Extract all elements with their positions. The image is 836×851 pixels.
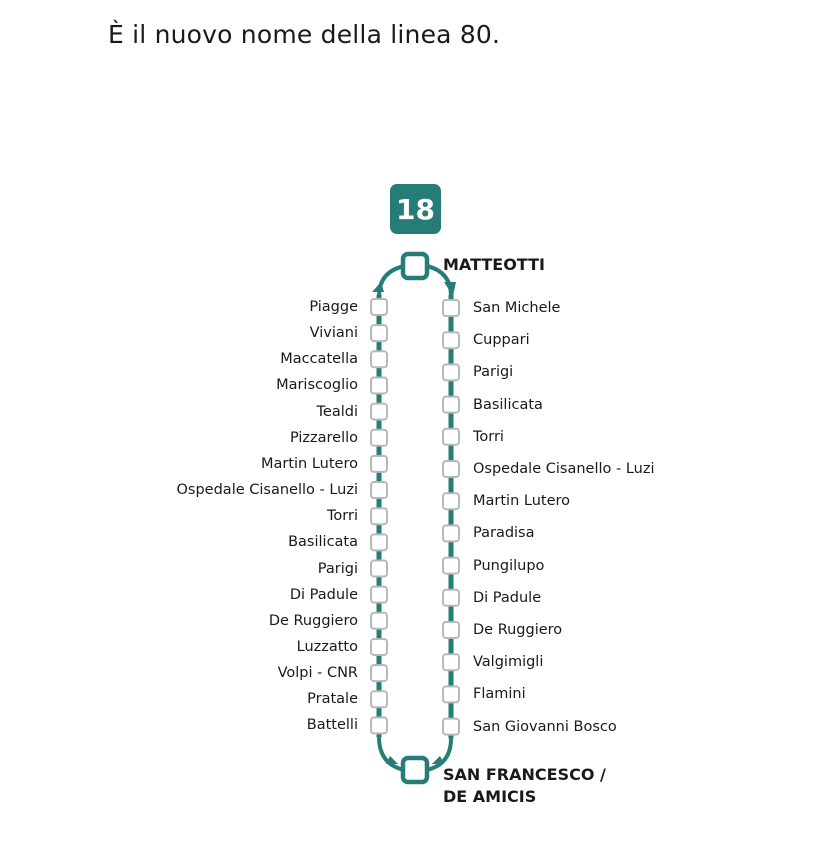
left-stop-label-2: Maccatella xyxy=(280,351,358,368)
right-stop-label-0: San Michele xyxy=(473,300,561,316)
left-stop-label-13: Luzzatto xyxy=(296,638,358,655)
left-stop-marker-3 xyxy=(371,377,387,393)
left-stop-label-7: Ospedale Cisanello - Luzi xyxy=(176,482,358,499)
terminal-top-marker xyxy=(403,254,427,278)
left-stop-marker-0 xyxy=(371,299,387,315)
headline: È il nuovo nome della linea 80. xyxy=(108,20,501,49)
left-stop-label-10: Parigi xyxy=(317,560,358,577)
left-stop-label-0: Piagge xyxy=(309,299,358,315)
right-stop-label-10: De Ruggiero xyxy=(473,622,563,638)
right-stop-label-4: Torri xyxy=(473,428,504,445)
left-stop-label-15: Pratale xyxy=(307,691,358,708)
left-stop-label-3: Mariscoglio xyxy=(276,377,358,394)
left-stop-marker-1 xyxy=(371,325,387,341)
right-stop-label-12: Flamini xyxy=(473,686,526,703)
right-stop-marker-4 xyxy=(443,429,459,445)
left-stop-marker-2 xyxy=(371,351,387,367)
left-stop-label-14: Volpi - CNR xyxy=(277,665,358,682)
left-stop-label-12: De Ruggiero xyxy=(268,612,358,629)
right-stop-marker-13 xyxy=(443,719,459,735)
route-stops xyxy=(371,254,459,782)
left-stop-marker-7 xyxy=(371,482,387,498)
right-stop-marker-1 xyxy=(443,332,459,348)
right-stop-marker-9 xyxy=(443,590,459,606)
left-stop-label-11: Di Padule xyxy=(289,586,358,603)
right-stop-label-8: Pungilupo xyxy=(473,557,545,574)
right-stop-marker-5 xyxy=(443,461,459,477)
left-stop-label-9: Basilicata xyxy=(288,534,358,551)
left-stop-marker-5 xyxy=(371,430,387,446)
right-stop-label-7: Paradisa xyxy=(473,525,535,542)
left-stop-marker-15 xyxy=(371,691,387,707)
right-stop-label-11: Valgimigli xyxy=(473,654,544,671)
right-stop-label-3: Basilicata xyxy=(473,396,543,413)
right-stop-label-1: Cuppari xyxy=(473,332,530,349)
right-stop-marker-12 xyxy=(443,686,459,702)
terminal-bottom-line1: SAN FRANCESCO / xyxy=(443,765,606,784)
right-stop-marker-7 xyxy=(443,525,459,541)
left-stop-label-8: Torri xyxy=(327,508,358,525)
left-stop-marker-14 xyxy=(371,665,387,681)
left-stop-marker-6 xyxy=(371,456,387,472)
left-stop-label-16: Battelli xyxy=(306,717,358,734)
right-stop-marker-11 xyxy=(443,654,459,670)
terminal-bottom-marker xyxy=(403,758,427,782)
right-stop-label-5: Ospedale Cisanello - Luzi xyxy=(473,461,655,477)
left-stop-label-6: Martin Lutero xyxy=(260,455,358,472)
curve-bottom-left xyxy=(379,737,404,770)
right-stop-label-6: Martin Lutero xyxy=(473,493,571,510)
left-stop-marker-4 xyxy=(371,404,387,420)
terminal-bottom-line2: DE AMICIS xyxy=(443,787,537,806)
right-stop-marker-10 xyxy=(443,622,459,638)
left-stop-marker-11 xyxy=(371,587,387,603)
right-stop-label-9: Di Padule xyxy=(473,589,542,606)
right-stop-label-13: San Giovanni Bosco xyxy=(473,718,617,735)
right-stop-marker-6 xyxy=(443,493,459,509)
left-stop-marker-10 xyxy=(371,561,387,577)
left-stop-label-1: Viviani xyxy=(309,325,358,342)
left-stop-label-4: Tealdi xyxy=(316,403,358,420)
right-stop-label-2: Parigi xyxy=(473,364,514,381)
right-stop-marker-8 xyxy=(443,558,459,574)
left-stop-marker-8 xyxy=(371,508,387,524)
right-stop-marker-3 xyxy=(443,397,459,413)
left-stop-marker-16 xyxy=(371,717,387,733)
left-stop-marker-13 xyxy=(371,639,387,655)
left-stop-marker-12 xyxy=(371,613,387,629)
right-stop-marker-0 xyxy=(443,300,459,316)
left-stop-label-5: Pizzarello xyxy=(289,429,358,446)
right-stop-marker-2 xyxy=(443,364,459,380)
terminal-top: MATTEOTTI xyxy=(443,255,545,274)
left-stop-marker-9 xyxy=(371,534,387,550)
line-number: 18 xyxy=(396,192,435,226)
